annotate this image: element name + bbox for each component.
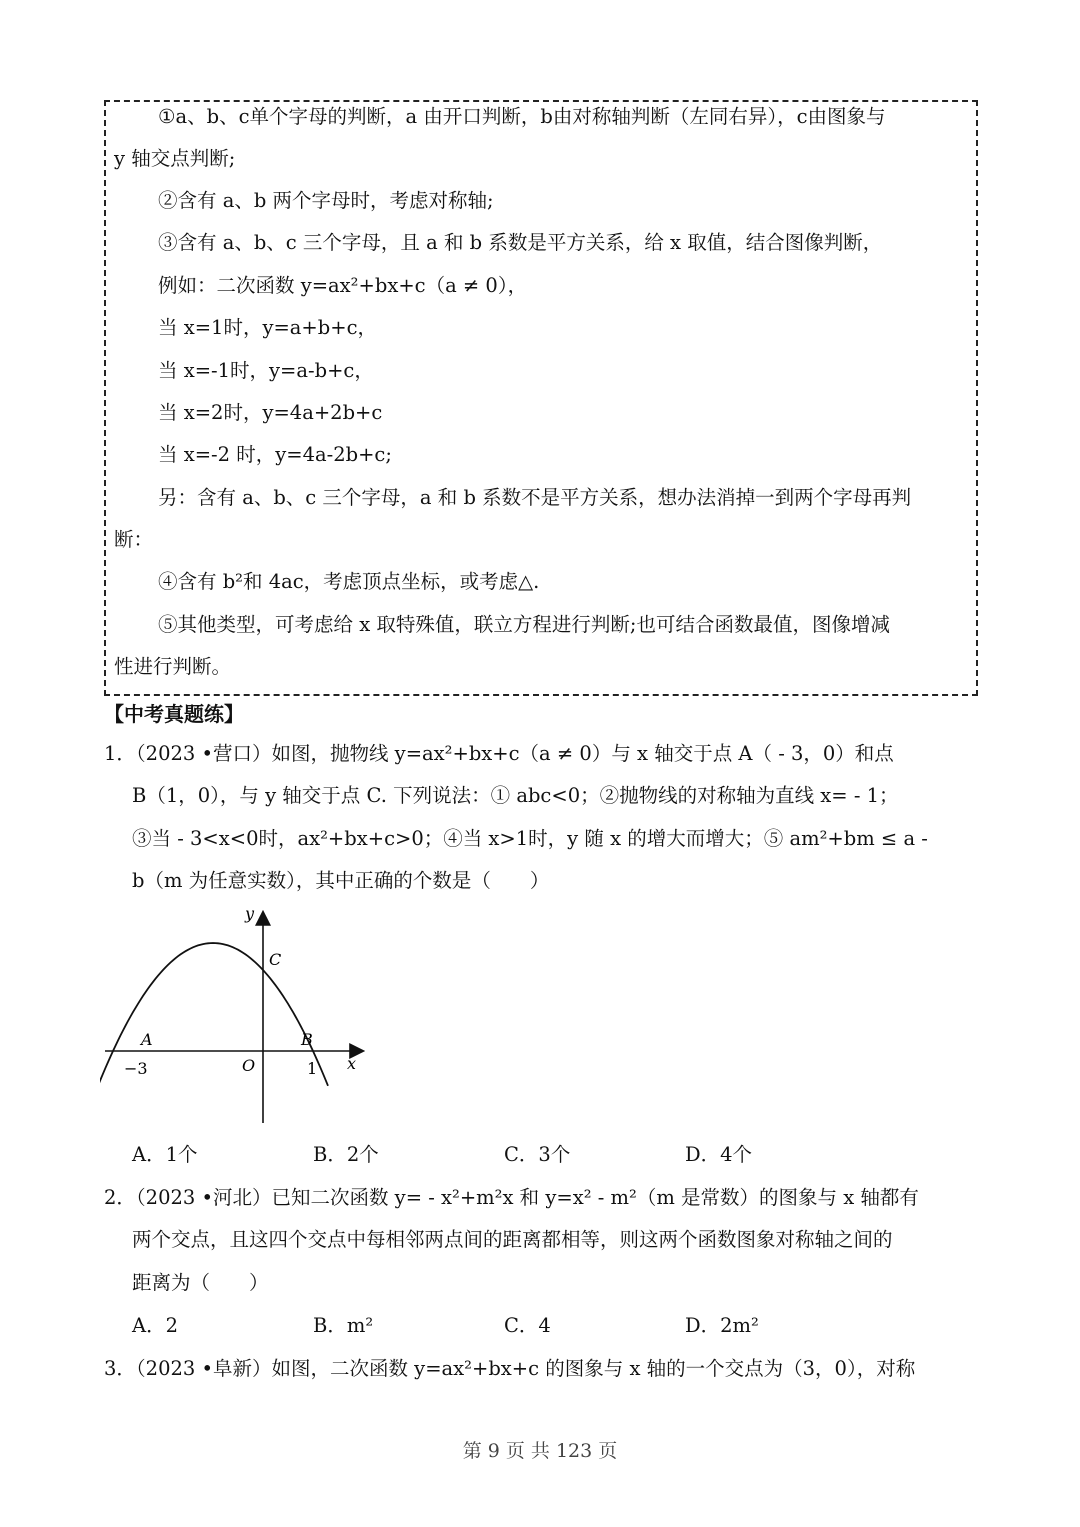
q2-line-3: 距离为（ ）	[132, 1271, 269, 1294]
q1-line-4: b（m 为任意实数），其中正确的个数是（ ）	[132, 869, 550, 892]
graph-label-x: x	[347, 1054, 357, 1073]
box-line-5: 当 x=1时，y=a+b+c，	[158, 316, 378, 339]
q1-option-a: A．1个	[132, 1143, 198, 1166]
q2-option-a: A．2	[132, 1314, 178, 1337]
q2-option-c: C．4	[504, 1314, 551, 1337]
box-line-6: 当 x=-1时，y=a-b+c，	[158, 359, 374, 382]
q1-line-2: B（1，0），与 y 轴交于点 C. 下列说法：① abc<0；②抛物线的对称轴为直线 x= - 1；	[132, 784, 899, 807]
q1-line-3: ③当 - 3<x<0时，ax²+bx+c>0；④当 x>1时，y 随 x 的增大而增大；⑤ am²+bm ≤ a -	[132, 827, 928, 850]
graph-label-O: O	[242, 1056, 256, 1075]
graph-label-B: B	[301, 1030, 313, 1049]
q1-option-b: B．2个	[313, 1143, 379, 1166]
box-line-1: ①a、b、c单个字母的判断，a 由开口判断，b由对称轴判断（左同右异），c由图象与	[158, 105, 886, 128]
section-heading: 【中考真题练】	[104, 702, 244, 726]
graph-label-y: y	[245, 905, 255, 923]
graph-label-A: A	[141, 1030, 153, 1049]
q1-line-1: 1．（2023 •营口）如图，抛物线 y=ax²+bx+c（a ≠ 0）与 x 轴交于点 A（ - 3，0）和点	[104, 742, 894, 765]
graph-label-1: 1	[307, 1059, 318, 1078]
box-line-8: 当 x=-2 时，y=4a-2b+c;	[158, 443, 392, 466]
box-line-3: ③含有 a、b、c 三个字母，且 a 和 b 系数是平方关系，给 x 取值，结合图像判断，	[158, 231, 883, 254]
q2-option-d: D．2m²	[685, 1314, 759, 1337]
q1-option-c: C．3个	[504, 1143, 571, 1166]
graph-label-minus3: −3	[124, 1059, 148, 1078]
box-line-2: ②含有 a、b 两个字母时，考虑对称轴;	[158, 189, 494, 212]
box-line-7: 当 x=2时，y=4a+2b+c	[158, 401, 383, 424]
box-line-1b: y 轴交点判断;	[114, 147, 236, 170]
box-line-11b: 性进行判断。	[114, 655, 232, 678]
box-line-10: ④含有 b²和 4ac，考虑顶点坐标，或考虑△.	[158, 570, 540, 593]
q2-line-2: 两个交点，且这四个交点中每相邻两点间的距离都相等，则这两个函数图象对称轴之间的	[132, 1228, 893, 1251]
graph-label-C: C	[269, 950, 282, 969]
box-line-11: ⑤其他类型，可考虑给 x 取特殊值，联立方程进行判断;也可结合函数最值，图像增减	[158, 613, 890, 636]
q1-parabola-graph	[100, 905, 370, 1125]
box-line-4: 例如：二次函数 y=ax²+bx+c（a ≠ 0），	[158, 274, 528, 297]
box-line-9: 另：含有 a、b、c 三个字母，a 和 b 系数不是平方关系，想办法消掉一到两个字母再判	[158, 486, 912, 509]
q2-option-b: B．m²	[313, 1314, 374, 1337]
q1-option-d: D．4个	[685, 1143, 753, 1166]
page-footer: 第 9 页 共 123 页	[462, 1440, 618, 1462]
box-line-9b: 断：	[114, 528, 154, 551]
q3-line-1: 3．（2023 •阜新）如图，二次函数 y=ax²+bx+c 的图象与 x 轴的一个交点为（3，0），对称	[104, 1357, 916, 1380]
q2-line-1: 2．（2023 •河北）已知二次函数 y= - x²+m²x 和 y=x² - m²（m 是常数）的图象与 x 轴都有	[104, 1186, 919, 1209]
